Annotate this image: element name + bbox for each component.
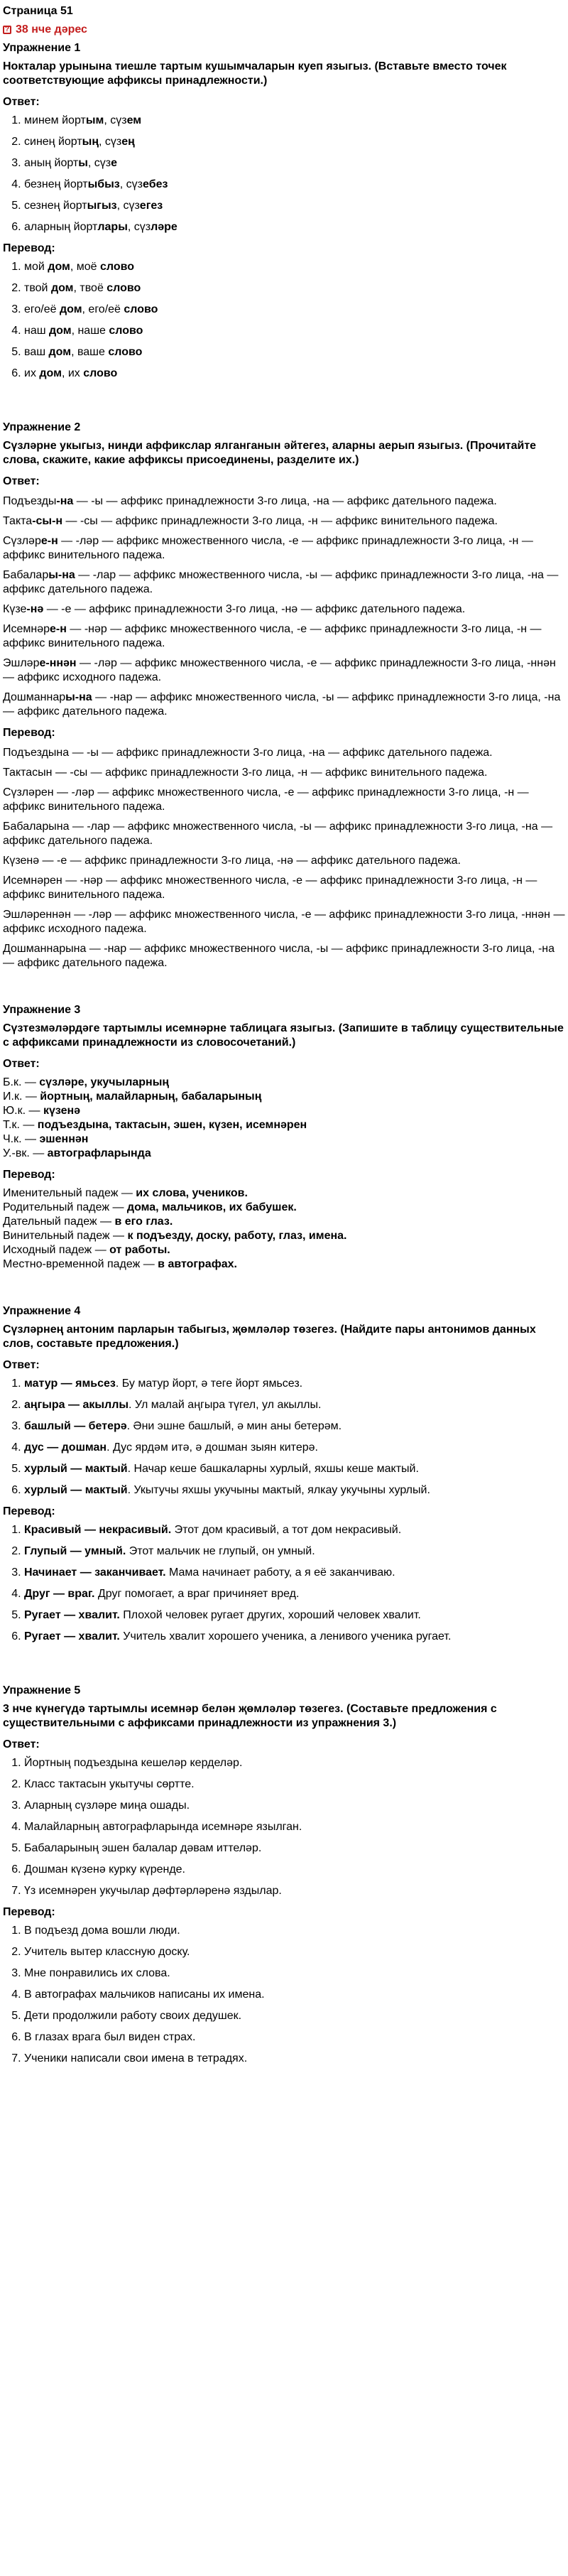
text-segment: Винительный падеж — (3, 1230, 128, 1242)
translation-paragraphs (3, 746, 565, 970)
text-segment: Именительный падеж — (3, 1187, 136, 1199)
bold-text: ем (126, 114, 142, 126)
bold-text: ләре (151, 221, 178, 233)
list-item: 2. Класс тактасын укытучы сөртте. (24, 1777, 565, 1792)
bold-text: сүзләре, укучыларның (39, 1076, 170, 1088)
exercise-4 (3, 1304, 565, 1644)
bold-text: от работы. (109, 1244, 170, 1256)
exercise-task: 3 нче күнегүдә тартымлы исемнәр белән җөмләләр төзегез. (Составьте предложения с существительными с аффиксами принадлежности из упражнения 3.) (3, 1703, 497, 1729)
bold-text: эшеннән (39, 1133, 89, 1145)
text-segment: , твоё (73, 282, 107, 294)
text-segment: их (24, 367, 40, 379)
bold-text: их слова, учеников. (136, 1187, 248, 1199)
bold-text: е (111, 157, 118, 169)
paragraph: Эшләреннән — -ләр — аффикс множественного числа, -е — аффикс принадлежности 3-го лица, -ннән — аффикс исходного падежа. (3, 909, 565, 935)
answer-list (3, 1377, 565, 1498)
line-item (3, 1257, 565, 1272)
bold-text: слово (99, 261, 135, 273)
paragraph (3, 691, 565, 719)
text-segment: . Ул малай аңгыра түгел, ул акыллы. (129, 1399, 322, 1411)
line-item (3, 1186, 565, 1201)
exercise-2 (3, 421, 565, 970)
list-item (24, 1462, 565, 1476)
text-segment: Исходный падеж — (3, 1244, 110, 1256)
text-segment: , его/её (82, 303, 124, 315)
text-segment: Эшләр (3, 657, 40, 669)
exercise-title: Упражнение 3 (3, 1004, 81, 1016)
text-segment: , их (61, 367, 84, 379)
text-segment: , ваше (71, 346, 109, 358)
lesson-label: 38 нче дәрес (16, 23, 87, 36)
text-segment: ваш (24, 346, 49, 358)
text-segment: — -лар — аффикс множественного числа, -ы — аффикс принадлежности 3-го лица, -на — аффикс дательного падежа. (3, 569, 559, 595)
bold-text: ың (82, 136, 99, 148)
paragraph (3, 622, 565, 651)
translation-label: Перевод: (3, 1169, 55, 1181)
lesson-heading (3, 23, 565, 37)
list-item (24, 114, 565, 128)
text-segment: . Дус ярдәм итә, ә дошман зыян китерә. (106, 1441, 318, 1454)
bold-text: е-н (40, 535, 58, 547)
list-item (24, 1377, 565, 1391)
list-item (24, 220, 565, 234)
list-item (24, 1566, 565, 1580)
list-item (24, 1398, 565, 1412)
text-segment: Исемнәр (3, 623, 50, 635)
text-segment: Сүзләр (3, 535, 41, 547)
text-segment: Подъезды (3, 495, 57, 507)
text-segment: Этот мальчик не глупый, он умный. (126, 1545, 315, 1557)
bold-text: -сы-н (32, 515, 63, 527)
text-segment: Б.к. — (3, 1076, 40, 1088)
list-item: 5. Бабаларының эшен балалар дәвам иттеләр. (24, 1841, 565, 1856)
list-item: 2. Учитель вытер классную доску. (24, 1945, 565, 1959)
text-segment: его/её (24, 303, 60, 315)
text-segment: Ч.к. — (3, 1133, 40, 1145)
bold-text: Ругает — хвалит. (24, 1609, 120, 1621)
paragraph: Бабаларына — -лар — аффикс множественного числа, -ы — аффикс принадлежности 3-го лица, -на — аффикс дательного падежа. (3, 821, 553, 847)
text-segment: мой (24, 261, 48, 273)
exercise-task: Сүзтезмәләрдәге тартымлы исемнәрне таблицага языгыз. (Запишите в таблицу существительные с аффиксами принадлежности из словосочетаний.) (3, 1022, 564, 1049)
bold-text: е-н (50, 623, 67, 635)
paragraph: Күзенә — -е — аффикс принадлежности 3-го лица, -нә — аффикс дательного падежа. (3, 855, 461, 867)
text-segment: — -е — аффикс принадлежности 3-го лица, -нә — аффикс дательного падежа. (43, 603, 466, 615)
list-item (24, 303, 565, 317)
text-segment: Учитель хвалит хорошего ученика, а ленивого ученика ругает. (119, 1630, 452, 1643)
bold-text: в его глаз. (114, 1216, 173, 1228)
text-segment: — -сы — аффикс принадлежности 3-го лица, -н — аффикс винительного падежа. (62, 515, 498, 527)
list-item: 1. В подъезд дома вошли люди. (24, 1924, 565, 1938)
bold-text: ы-на (48, 569, 75, 581)
line-item (3, 1201, 565, 1215)
exercise-title: Упражнение 5 (3, 1684, 81, 1696)
translation-label: Перевод: (3, 1906, 55, 1918)
text-segment: , сүз (116, 200, 140, 212)
bold-text: ы-на (65, 691, 92, 703)
answer-label: Ответ: (3, 1738, 40, 1750)
book-icon: ? (3, 26, 11, 34)
translation-list (3, 1924, 565, 2066)
answer-label: Ответ: (3, 1359, 40, 1371)
bold-text: подъездына, тактасын, эшен, күзен, исемнәрен (37, 1119, 307, 1131)
bold-text: в автографах. (158, 1258, 237, 1270)
bold-text: слово (124, 303, 158, 315)
bold-text: -на (56, 495, 74, 507)
text-segment: Друг помогает, а враг причиняет вред. (94, 1588, 300, 1600)
line-item (3, 1076, 565, 1090)
text-segment: минем йорт (24, 114, 86, 126)
answer-list (3, 1756, 565, 1898)
list-item: 3. Аларның сүзләре миңа ошады. (24, 1799, 565, 1813)
text-segment: синең йорт (24, 136, 82, 148)
list-item: 1. Йортның подъездына кешеләр керделәр. (24, 1756, 565, 1770)
line-item (3, 1104, 565, 1118)
bold-text: Красивый — некрасивый. (24, 1524, 172, 1536)
paragraph: Тактасын — -сы — аффикс принадлежности 3-го лица, -н — аффикс винительного падежа. (3, 767, 488, 779)
text-segment: , моё (70, 261, 100, 273)
exercise-title: Упражнение 1 (3, 42, 81, 54)
translation-label: Перевод: (3, 727, 55, 739)
line-item (3, 1118, 565, 1132)
bold-text: дома, мальчиков, их бабушек. (126, 1201, 297, 1213)
list-item (24, 324, 565, 338)
answer-label: Ответ: (3, 96, 40, 108)
list-item (24, 260, 565, 274)
translation-list (3, 260, 565, 381)
paragraph (3, 602, 565, 617)
bold-text: дус — дошман (24, 1441, 107, 1454)
text-segment: . Укытучы яхшы укучыны мактый, ялкау укучыны хурлый. (127, 1484, 430, 1496)
text-segment: — -ы — аффикс принадлежности 3-го лица, -на — аффикс дательного падежа. (73, 495, 497, 507)
text-segment: . Начар кеше башкаларны хурлый, яхшы кеше мактый. (127, 1463, 419, 1475)
bold-text: дом (49, 325, 72, 337)
text-segment: сезнең йорт (24, 200, 87, 212)
translation-label: Перевод: (3, 1505, 55, 1517)
bold-text: хурлый — мактый (24, 1484, 128, 1496)
paragraph: Исемнәрен — -нәр — аффикс множественного числа, -е — аффикс принадлежности 3-го лица, -н — аффикс винительного падежа. (3, 875, 537, 901)
text-segment: Этот дом красивый, а тот дом некрасивый. (171, 1524, 402, 1536)
bold-text: ы (78, 157, 88, 169)
bold-text: ыбыз (87, 178, 120, 190)
bold-text: дом (48, 346, 72, 358)
list-item (24, 135, 565, 149)
answer-label: Ответ: (3, 475, 40, 487)
text-segment: — -нәр — аффикс множественного числа, -е — аффикс принадлежности 3-го лица, -н — аффикс винительного падежа. (3, 623, 542, 649)
paragraph: Дошманнарына — -нар — аффикс множественного числа, -ы — аффикс принадлежности 3-го лица, -на — аффикс дательного падежа. (3, 943, 555, 969)
text-segment: , сүз (127, 221, 151, 233)
list-item: 4. В автографах мальчиков написаны их имена. (24, 1988, 565, 2002)
bold-text: -нә (26, 603, 44, 615)
list-item (24, 199, 565, 213)
answer-paragraphs (3, 494, 565, 719)
answer-list (3, 114, 565, 234)
text-segment: безнең йорт (24, 178, 88, 190)
bold-text: ым (85, 114, 104, 126)
list-item (24, 1419, 565, 1434)
list-item (24, 156, 565, 171)
text-segment: твой (24, 282, 51, 294)
exercise-5 (3, 1684, 565, 2066)
text-segment: , сүз (87, 157, 111, 169)
text-segment: Такта (3, 515, 33, 527)
bold-text: Глупый — умный. (24, 1545, 126, 1557)
list-item: 6. Дошман күзенә курку күренде. (24, 1863, 565, 1877)
paragraph (3, 568, 565, 597)
bold-text: дом (39, 367, 62, 379)
line-item (3, 1215, 565, 1229)
list-item (24, 345, 565, 359)
text-segment: аның йорт (24, 157, 79, 169)
text-segment: Плохой человек ругает других, хороший человек хвалит. (119, 1609, 421, 1621)
bold-text: слово (83, 367, 118, 379)
answer-label: Ответ: (3, 1058, 40, 1070)
list-item: 7. Ученики написали свои имена в тетрадях. (24, 2052, 565, 2066)
translation-label: Перевод: (3, 242, 55, 254)
line-item (3, 1243, 565, 1257)
paragraph (3, 534, 565, 563)
text-segment: , сүз (104, 114, 127, 126)
list-item (24, 1483, 565, 1498)
paragraph (3, 494, 565, 509)
text-segment: Местно-временной падеж — (3, 1258, 158, 1270)
bold-text: аңгыра — акыллы (24, 1399, 129, 1411)
exercise-title: Упражнение 2 (3, 421, 81, 433)
list-item: 3. Мне понравились их слова. (24, 1966, 565, 1981)
bold-text: хурлый — мактый (24, 1463, 128, 1475)
paragraph (3, 514, 565, 529)
exercise-task: Сүзләрне укыгыз, нинди аффикслар ялганганын әйтегез, аларны аерып языгыз. (Прочитайте слова, скажите, какие аффиксы присоединены, разделите их.) (3, 440, 537, 466)
bold-text: ебез (143, 178, 168, 190)
bold-text: ең (121, 136, 135, 148)
translation-lines (3, 1186, 565, 1272)
bold-text: Ругает — хвалит. (24, 1630, 120, 1643)
line-item (3, 1147, 565, 1161)
paragraph: Подъездына — -ы — аффикс принадлежности 3-го лица, -на — аффикс дательного падежа. (3, 747, 493, 759)
text-segment: — -ләр — аффикс множественного числа, -е — аффикс принадлежности 3-го лица, -н — аффикс винительного падежа. (3, 535, 533, 561)
line-item (3, 1090, 565, 1104)
text-segment: Ю.к. — (3, 1105, 43, 1117)
text-segment: . Әни эшне башлый, ә мин аны бетерәм. (126, 1420, 342, 1432)
text-segment: Т.к. — (3, 1119, 38, 1131)
list-item (24, 1587, 565, 1601)
bold-text: йортның, малайларның, бабаларының (40, 1091, 262, 1103)
page-title: Страница 51 (3, 5, 73, 17)
list-item: 5. Дети продолжили работу своих дедушек. (24, 2009, 565, 2023)
bold-text: матур — ямьсез (24, 1378, 116, 1390)
text-segment: — -нар — аффикс множественного числа, -ы — аффикс принадлежности 3-го лица, -на — аффикс дательного падежа. (3, 691, 561, 718)
bold-text: дом (50, 282, 74, 294)
bold-text: автографларында (47, 1147, 151, 1159)
list-item (24, 1608, 565, 1623)
text-segment: , сүз (119, 178, 143, 190)
exercise-task: Сүзләрнең антоним парларын табыгыз, җөмләләр төзегез. (Найдите пары антонимов данных слов, составьте предложения.) (3, 1324, 536, 1350)
exercise-title: Упражнение 4 (3, 1305, 81, 1317)
bold-text: дом (59, 303, 82, 315)
bold-text: ыгыз (87, 200, 117, 212)
paragraph (3, 656, 565, 685)
text-segment: У.-вк. — (3, 1147, 48, 1159)
list-item (24, 1441, 565, 1455)
list-item: 6. В глазах врага был виден страх. (24, 2030, 565, 2045)
bold-text: күзенә (43, 1105, 81, 1117)
bold-text: лары (97, 221, 128, 233)
bold-text: слово (106, 282, 141, 294)
text-segment: — -ләр — аффикс множественного числа, -е — аффикс принадлежности 3-го лица, -ннән — аффикс исходного падежа. (3, 657, 556, 683)
exercise-3 (3, 1003, 565, 1272)
bold-text: слово (109, 325, 143, 337)
list-item (24, 178, 565, 192)
text-segment: , наше (71, 325, 109, 337)
text-segment: наш (24, 325, 50, 337)
text-segment: . Бу матур йорт, ә теге йорт ямьсез. (115, 1378, 303, 1390)
exercise-task: Нокталар урынына тиешле тартым кушымчаларын куеп языгыз. (Вставьте вместо точек соответствующие аффиксы принадлежности.) (3, 60, 507, 87)
bold-text: к подъезду, доску, работу, глаз, имена. (127, 1230, 347, 1242)
list-item (24, 1630, 565, 1644)
bold-text: Начинает — заканчивает. (24, 1566, 166, 1579)
line-item (3, 1229, 565, 1243)
bold-text: дом (48, 261, 70, 273)
bold-text: башлый — бетерә (24, 1420, 127, 1432)
line-item (3, 1132, 565, 1147)
text-segment: Бабалар (3, 569, 49, 581)
list-item (24, 367, 565, 381)
translation-list (3, 1523, 565, 1644)
list-item (24, 281, 565, 296)
list-item: 4. Малайларның автографларында исемнәре язылган. (24, 1820, 565, 1834)
text-segment: Күзе (3, 603, 27, 615)
bold-text: е-ннән (39, 657, 77, 669)
text-segment: Родительный падеж — (3, 1201, 127, 1213)
text-segment: Дошманнар (3, 691, 66, 703)
list-item (24, 1544, 565, 1559)
text-segment: аларның йорт (24, 221, 98, 233)
text-segment: Мама начинает работу, а я её заканчиваю. (165, 1566, 395, 1579)
paragraph: Сүзләрен — -ләр — аффикс множественного числа, -е — аффикс принадлежности 3-го лица, -н — аффикс винительного падежа. (3, 786, 529, 813)
text-segment: Дательный падеж — (3, 1216, 115, 1228)
exercise-1 (3, 41, 565, 381)
text-segment: И.к. — (3, 1091, 40, 1103)
list-item: 7. Үз исемнәрен укучылар дәфтәрләренә яздылар. (24, 1884, 565, 1898)
text-segment: , сүз (99, 136, 122, 148)
list-item (24, 1523, 565, 1537)
bold-text: слово (108, 346, 143, 358)
answer-lines (3, 1076, 565, 1161)
bold-text: Друг — враг. (24, 1588, 95, 1600)
bold-text: егез (139, 200, 163, 212)
